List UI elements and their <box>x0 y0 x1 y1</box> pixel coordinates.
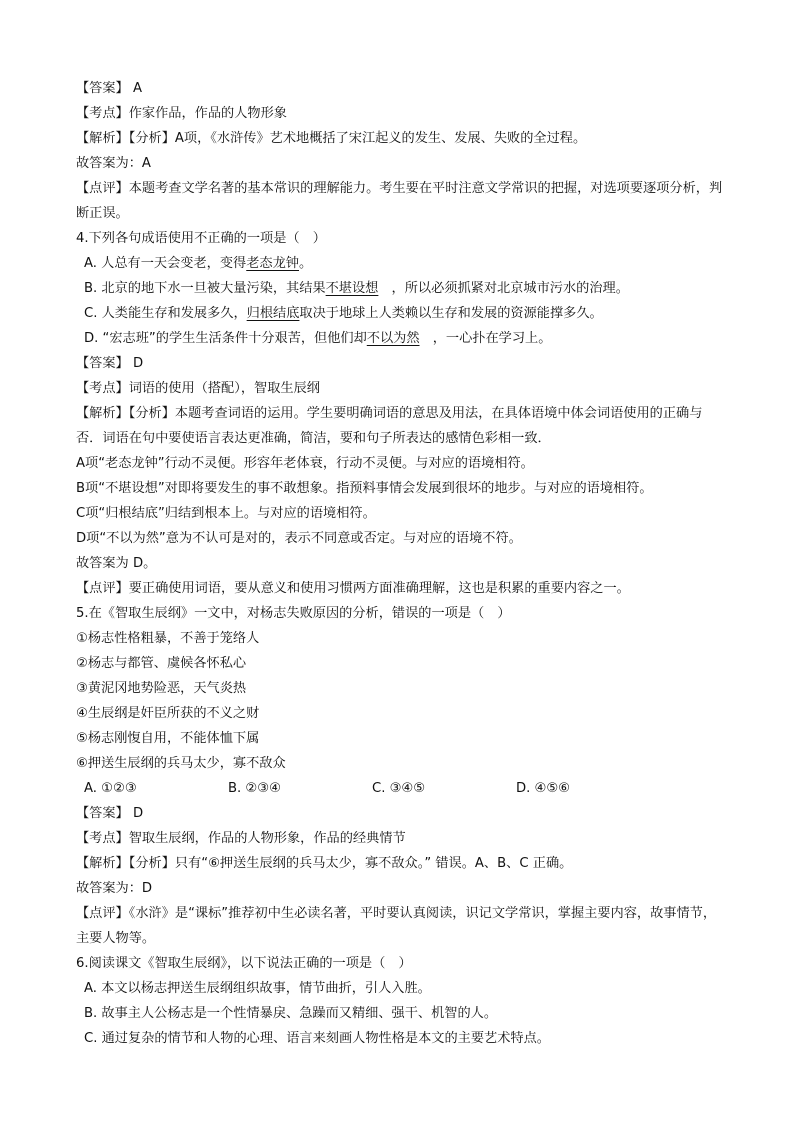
q3-jiexi: 【解析】【分析】A项，《水浒传》艺术地概括了宋江起义的发生、发展、失败的全过程。 <box>76 131 587 146</box>
q4-conclusion: 故答案为 D。 <box>76 556 157 571</box>
q4-stem: 4.下列各句成语使用不正确的一项是（ ） <box>76 231 326 246</box>
document-page <box>76 76 726 1051</box>
q4-option-d <box>76 326 726 351</box>
q4-option-b-pre: B. 北京的地下水一旦被大量污染，其结果 <box>84 281 326 296</box>
q5-choice-c: C. ③④⑤ <box>372 781 426 796</box>
q4-option-d-post: ，一心扑在学习上。 <box>419 331 552 346</box>
q5-item: ③黄泥冈地势险恶，天气炎热 <box>76 681 247 696</box>
q4-option-c-post: 取决于地球上人类赖以生存和发展的资源能撑多久。 <box>299 306 603 321</box>
q4-option-b-idiom: 不堪设想 <box>325 281 379 296</box>
q4-option-c <box>76 301 726 326</box>
q5-item: ⑥押送生辰纲的兵马太少，寡不敌众 <box>76 756 286 771</box>
q3-kaodian: 【考点】作家作品，作品的人物形象 <box>76 106 287 121</box>
q5-choice-d: D. ④⑤⑥ <box>516 781 571 796</box>
q4-option-a <box>76 251 726 276</box>
q3-conclusion: 故答案为：A <box>76 156 151 171</box>
q4-option-b <box>76 276 726 301</box>
q4-jiexi: 【解析】【分析】本题考查词语的运用。学生要明确词语的意思及用法，在具体语境中体会词语使用的正确与否．词语在句中要使语言表达更准确，简洁，要和句子所表达的感情色彩相一致． <box>76 406 703 446</box>
q4-dianping: 【点评】要正确使用词语，要从意义和使用习惯两方面准确理解，这也是积累的重要内容之一。 <box>76 581 630 596</box>
q4-option-d-pre: D. “宏志班”的学生生活条件十分艰苦，但他们却 <box>84 331 367 346</box>
q5-kaodian: 【考点】智取生辰纲，作品的人物形象，作品的经典情节 <box>76 831 406 846</box>
q4-explain-d: D项“不以为然”意为不认可是对的，表示不同意或否定。与对应的语境不符。 <box>76 531 522 546</box>
q6-option-c: C. 通过复杂的情节和人物的心理、语言来刻画人物性格是本文的主要艺术特点。 <box>84 1031 550 1046</box>
q5-conclusion: 故答案为：D <box>76 881 153 896</box>
q3-answer: 【答案】 A <box>76 81 142 96</box>
q5-choice-b: B. ②③④ <box>228 781 281 796</box>
q4-option-c-pre: C. 人类能生存和发展多久， <box>84 306 247 321</box>
q5-choice-a: A. ①②③ <box>84 781 137 796</box>
q4-answer: 【答案】 D <box>76 356 144 371</box>
q5-item: ⑤杨志刚愎自用，不能体恤下属 <box>76 731 260 746</box>
q4-option-a-post: 。 <box>299 256 313 271</box>
q4-explain-a: A项“老态龙钟”行动不灵便。形容年老体衰，行动不灵便。与对应的语境相符。 <box>76 456 534 471</box>
q4-explain-b: B项“不堪设想”对即将要发生的事不敢想象。指预料事情会发展到很坏的地步。与对应的语境相符。 <box>76 481 653 496</box>
q5-item: ①杨志性格粗暴，不善于笼络人 <box>76 631 260 646</box>
q5-jiexi: 【解析】【分析】只有“⑥押送生辰纲的兵马太少，寡不敌众。” 错误。A、B、C 正确。 <box>76 856 573 871</box>
q6-option-a: A. 本文以杨志押送生辰纲组织故事，情节曲折，引人入胜。 <box>84 981 431 996</box>
q5-stem: 5.在《智取生辰纲》一文中，对杨志失败原因的分析，错误的一项是（ ） <box>76 606 511 621</box>
q4-option-b-post: ，所以必须抓紧对北京城市污水的治理。 <box>378 281 629 296</box>
q4-option-c-idiom: 归根结底 <box>246 306 300 321</box>
q5-item: ②杨志与都管、虞候各怀私心 <box>76 656 247 671</box>
q6-stem: 6.阅读课文《智取生辰纲》，以下说法正确的一项是（ ） <box>76 956 412 971</box>
q5-answer: 【答案】 D <box>76 806 144 821</box>
q4-option-a-pre: A. 人总有一天会变老，变得 <box>84 256 247 271</box>
q5-dianping: 【点评】《水浒》是“课标”推荐初中生必读名著，平时要认真阅读，识记文学常识，掌握主要内容，故事情节，主要人物等。 <box>76 906 717 946</box>
q4-kaodian: 【考点】词语的使用（搭配），智取生辰纲 <box>76 381 320 396</box>
q5-item: ④生辰纲是奸臣所获的不义之财 <box>76 706 260 721</box>
q5-choices <box>76 776 726 801</box>
q3-dianping: 【点评】本题考查文学名著的基本常识的理解能力。考生要在平时注意文学常识的把握，对选项要逐项分析，判断正误。 <box>76 181 723 221</box>
q4-explain-c: C项“归根结底”归结到根本上。与对应的语境相符。 <box>76 506 376 521</box>
q4-option-a-idiom: 老态龙钟 <box>246 256 299 271</box>
q6-option-b: B. 故事主人公杨志是一个性情暴戾、急躁而又精细、强干、机智的人。 <box>84 1006 498 1021</box>
q4-option-d-idiom: 不以为然 <box>366 331 420 346</box>
